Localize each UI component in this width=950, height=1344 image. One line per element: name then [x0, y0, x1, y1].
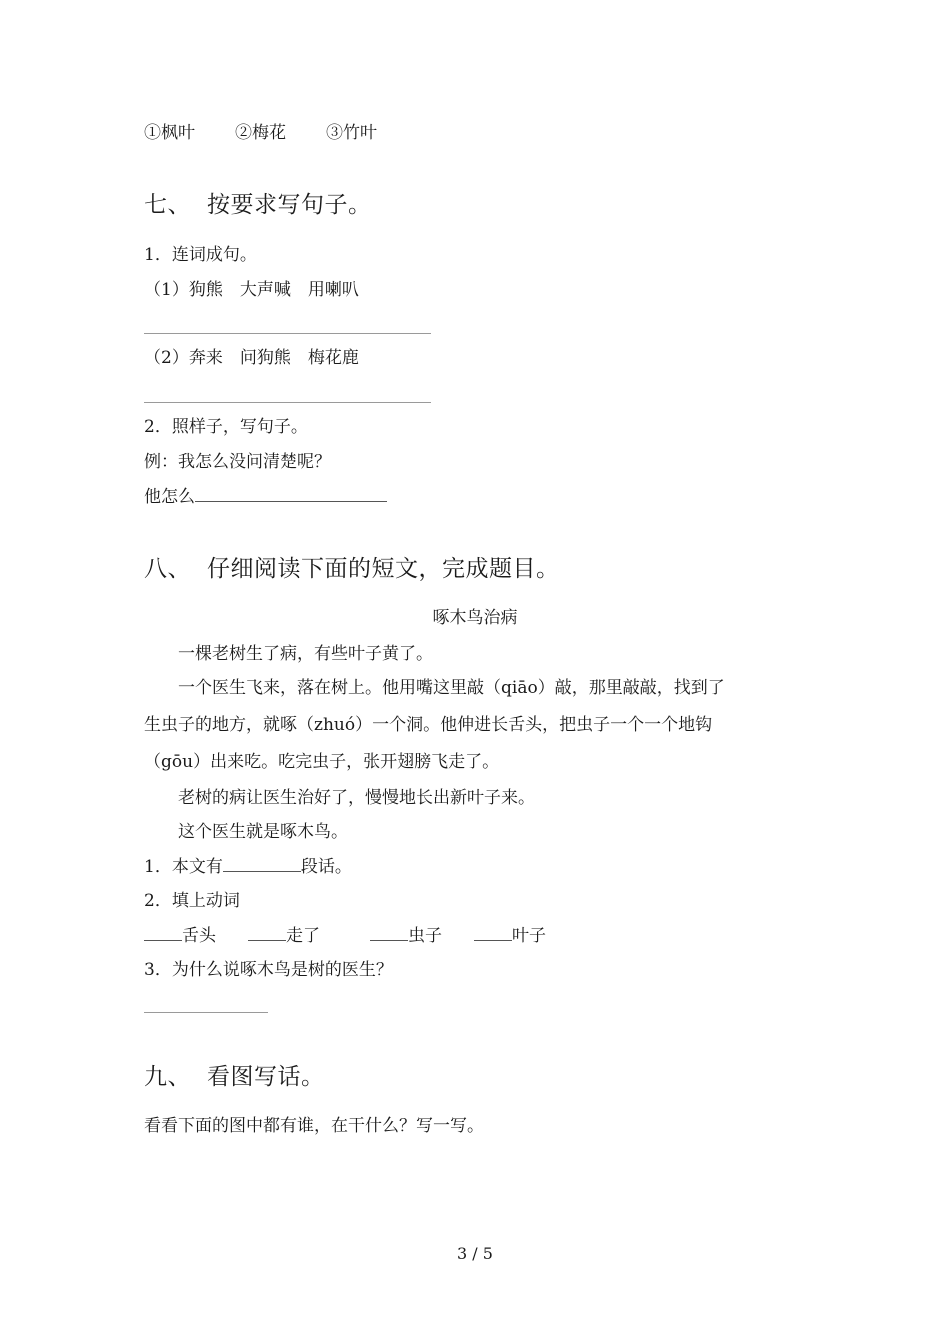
- section-number: 八、: [144, 556, 191, 582]
- section-title: 仔细阅读下面的短文，完成题目。: [207, 556, 560, 582]
- section-number: 九、: [144, 1064, 191, 1090]
- fill-word: 虫子: [408, 926, 442, 946]
- option-1: ①枫叶: [144, 123, 195, 143]
- story-paragraph-4: 这个医生就是啄木鸟。: [178, 822, 348, 842]
- section-9-heading: [144, 1062, 325, 1092]
- fill-blank[interactable]: [248, 923, 286, 941]
- answer-line[interactable]: [144, 402, 431, 403]
- fill-blank[interactable]: [370, 923, 408, 941]
- section-title: 按要求写句子。: [207, 192, 372, 218]
- options-row: [144, 121, 377, 145]
- question-8-3: 3．为什么说啄木鸟是树的医生？: [144, 960, 393, 980]
- question-7-1: 1．连词成句。: [144, 245, 257, 265]
- answer-line[interactable]: [144, 1012, 268, 1013]
- fill-word: 叶子: [512, 926, 546, 946]
- option-3: ③竹叶: [326, 123, 377, 143]
- fill-blank[interactable]: [474, 923, 512, 941]
- fill-word: 走了: [286, 926, 320, 946]
- story-paragraph-2-line-2: 生虫子的地方，就啄（zhuó）一个洞。他伸进长舌头，把虫子一个一个地钩: [144, 715, 713, 735]
- story-title: 啄木鸟治病: [432, 608, 518, 628]
- fill-blank[interactable]: [144, 923, 182, 941]
- fill-blank[interactable]: [223, 854, 301, 872]
- story-paragraph-2-line-1: 一个医生飞来，落在树上。他用嘴这里敲（qiāo）敲，那里敲敲，找到了: [178, 678, 725, 698]
- page-number: 3 / 5: [457, 1244, 493, 1263]
- prompt-text: 他怎么: [144, 487, 195, 507]
- question-7-1-1: （1）狗熊 大声喊 用喇叭: [144, 280, 359, 300]
- example-sentence: 例：我怎么没问清楚呢？: [144, 452, 331, 472]
- question-7-1-2: （2）奔来 问狗熊 梅花鹿: [144, 348, 359, 368]
- verb-fill-row: [144, 923, 546, 948]
- question-text: 1．本文有: [144, 857, 223, 877]
- story-paragraph-1: 一棵老树生了病，有些叶子黄了。: [178, 644, 433, 664]
- story-paragraph-2-line-3: （gōu）出来吃。吃完虫子，张开翅膀飞走了。: [144, 752, 500, 772]
- fill-blank[interactable]: [195, 484, 387, 502]
- question-8-2: 2．填上动词: [144, 891, 240, 911]
- question-8-1: [144, 854, 352, 879]
- story-paragraph-3: 老树的病让医生治好了，慢慢地长出新叶子来。: [178, 788, 535, 808]
- question-7-2: 2．照样子，写句子。: [144, 417, 308, 437]
- question-text: 段话。: [300, 857, 352, 877]
- section-title: 看图写话。: [207, 1064, 325, 1090]
- fill-word: 舌头: [182, 926, 216, 946]
- option-2: ②梅花: [235, 123, 286, 143]
- answer-line[interactable]: [144, 333, 431, 334]
- section-8-heading: [144, 554, 560, 584]
- section-number: 七、: [144, 192, 191, 218]
- section-7-heading: [144, 190, 372, 220]
- prompt-row: [144, 484, 387, 509]
- picture-writing-prompt: 看看下面的图中都有谁，在干什么？写一写。: [144, 1116, 484, 1136]
